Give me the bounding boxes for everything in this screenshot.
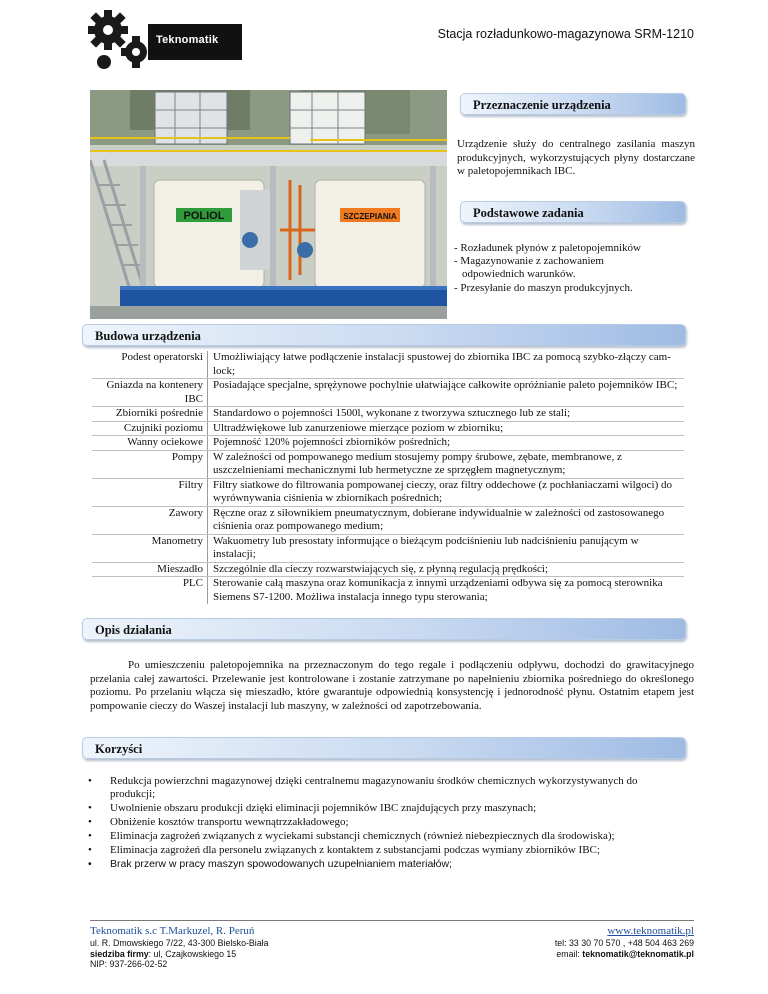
table-row (92, 577, 684, 604)
opis-paragraph: Po umieszczeniu paletopojemnika na przeznaczonym do tego regale i podłączeniu odpływu, dochodzi do grawitacyjnego przelania całej zawartości. Przelewanie jest kontrolowane i zostanie zatrzymane po napełnieniu zbiornika pośredniego do określonego poziomu. Po przelaniu włącza się mieszadło, które gwarantuje odpowiednią konsystencję i jednorodność płynu. Ostatnim etapem jest pompowanie cieczy do Waszej instalacji lub maszyny, w zależności od zapotrzebowania. (90, 659, 694, 712)
footer-website-link[interactable]: www.teknomatik.pl (607, 925, 694, 937)
list-item: • Brak przerw w pracy maszyn spowodowanych uzupełnianiem materiałów; (84, 858, 684, 871)
list-item: • Eliminacja zagrożeń dla personelu związanych z kontaktem z substancjami podczas wymiany zbiorników IBC; (84, 844, 684, 857)
table-row (92, 436, 684, 451)
row-value: Wakuometry lub presostaty informujące o bieżącym podciśnieniu lub nadciśnieniu panującym w instalacji; (213, 534, 639, 560)
table-row (92, 379, 684, 407)
section-heading-przeznaczenie (460, 93, 686, 115)
siedziba-label: siedziba firmy (90, 948, 149, 959)
footer-tel: tel: 33 30 70 570 , +48 504 463 269 (554, 938, 694, 948)
row-value: Posiadające specjalne, sprężynowe pochylnie ułatwiające całkowite opróżnianie paleto pojemników IBC; (213, 379, 678, 391)
row-key: Zawory (92, 507, 208, 534)
list-item: - Przesyłanie do maszyn produkcyjnych. (454, 281, 633, 294)
opis-text (90, 659, 694, 713)
row-key: Wanny ociekowe (92, 436, 208, 450)
table-row (92, 507, 684, 535)
list-item: • Obniżenie kosztów transportu wewnątrzzakładowego; (84, 816, 684, 829)
row-key: Zbiorniki pośrednie (92, 407, 208, 421)
row-key: Gniazda na kontenery IBC (92, 379, 208, 406)
section-heading-text: Korzyści (95, 742, 143, 756)
table-row (92, 451, 684, 479)
company-logo (86, 8, 246, 72)
footer-company: Teknomatik s.c T.Markuzel, R. Peruń (90, 925, 255, 937)
section-heading-text: Przeznaczenie urządzenia (473, 98, 611, 112)
budowa-table (92, 351, 684, 604)
station-photo (90, 90, 447, 319)
row-value: Sterowanie całą maszyna oraz komunikacja z innymi urządzeniami odbywa się za pomocą sterownika Siemens S7-1200. Możliwa instalacja innego typu sterowania; (213, 577, 663, 603)
list-item: - Magazynowanie z zachowaniem (454, 255, 604, 268)
tank-right-label: SZCZEPIANIA (343, 212, 397, 221)
list-item: • Redukcja powierzchni magazynowej dzięki centralnemu magazynowaniu środków chemicznych wykorzystywanych do produkcji; (84, 775, 684, 802)
email-label: email: (556, 948, 583, 959)
row-key: Czujniki poziomu (92, 422, 208, 436)
list-item: - Rozładunek płynów z paletopojemników (454, 242, 641, 254)
email-link[interactable]: teknomatik@teknomatik.pl (582, 948, 694, 959)
row-key: Pompy (92, 451, 208, 478)
list-item: • Uwolnienie obszaru produkcji dzięki eliminacji pojemników IBC znajdujących przy maszynach; (84, 802, 684, 815)
footer-nip: NIP: 937-266-02-52 (90, 959, 168, 969)
row-value: Ultradźwiękowe lub zanurzeniowe mierzące poziom w zbiorniku; (213, 421, 504, 434)
footer-right (555, 925, 694, 959)
row-key: Filtry (92, 479, 208, 506)
row-value: Pojemność 120% pojemności zbiorników pośrednich; (213, 436, 451, 448)
section-heading-text: Opis działania (95, 623, 172, 637)
row-value: Umożliwiający łatwe podłączenie instalacji spustowej do zbiornika IBC za pomocą szybko-złączy cam-lock; (213, 351, 671, 377)
section-heading-opis (82, 618, 686, 640)
logo-text: Teknomatik (156, 34, 219, 46)
section-heading-zadania (460, 201, 686, 223)
document-title: Stacja rozładunkowo-magazynowa SRM-1210 (437, 27, 694, 41)
table-row (92, 422, 684, 437)
row-value: Filtry siatkowe do filtrowania pompowanej cieczy, oraz filtry oddechowe (z pochłaniaczami wilgoci) do wyrównywania ciśnienia w zbiornikach pośrednich; (213, 478, 672, 504)
footer-left (90, 925, 268, 970)
row-key: PLC (92, 577, 208, 604)
row-value: Szczególnie dla cieczy rozwarstwiających się, z płynną regulacją prędkości; (213, 562, 549, 575)
przeznaczenie-text: Urządzenie służy do centralnego zasilania maszyn produkcyjnych, wykorzystujących płyny dostarczane w paletopojemnikach IBC. (457, 138, 695, 177)
footer-siedziba (90, 949, 268, 960)
footer-divider (90, 920, 694, 921)
footer-email (555, 949, 694, 960)
row-key: Podest operatorski (92, 351, 208, 378)
table-row (92, 407, 684, 422)
footer-address: ul. R. Dmowskiego 7/22, 43-300 Bielsko-Biała (90, 938, 269, 948)
list-item: odpowiednich warunków. (462, 268, 576, 281)
row-value: W zależności od pompowanego medium stosujemy pompy śrubowe, zębate, membranowe, z uszczelnieniami mechanicznymi lub hermetyczne ze sprzęgłem magnetycznym; (213, 450, 622, 476)
list-item: • Eliminacja zagrożeń związanych z wyciekami substancji chemicznych (również niebezpiecznych dla środowiska); (84, 830, 684, 843)
table-row (92, 535, 684, 563)
row-value: Standardowo o pojemności 1500l, wykonane z tworzywa sztucznego lub ze stali; (213, 407, 571, 419)
korzysci-list (84, 775, 684, 872)
section-heading-korzysci (82, 737, 686, 759)
section-heading-budowa (82, 324, 686, 346)
row-value: Ręczne oraz z siłownikiem pneumatycznym, dobierane indywidualnie w zależności od zastosowanego ciśnienia oraz pompowanego medium; (213, 506, 665, 532)
row-key: Manometry (92, 535, 208, 562)
table-row (92, 479, 684, 507)
zadania-list (454, 242, 694, 295)
section-heading-text: Budowa urządzenia (95, 329, 201, 343)
row-key: Mieszadło (92, 563, 208, 577)
siedziba-value: : ul, Czajkowskiego 15 (148, 948, 237, 959)
table-row (92, 351, 684, 379)
section-heading-text: Podstawowe zadania (473, 206, 584, 220)
tank-left-label: POLIOL (183, 210, 225, 222)
table-row (92, 563, 684, 578)
